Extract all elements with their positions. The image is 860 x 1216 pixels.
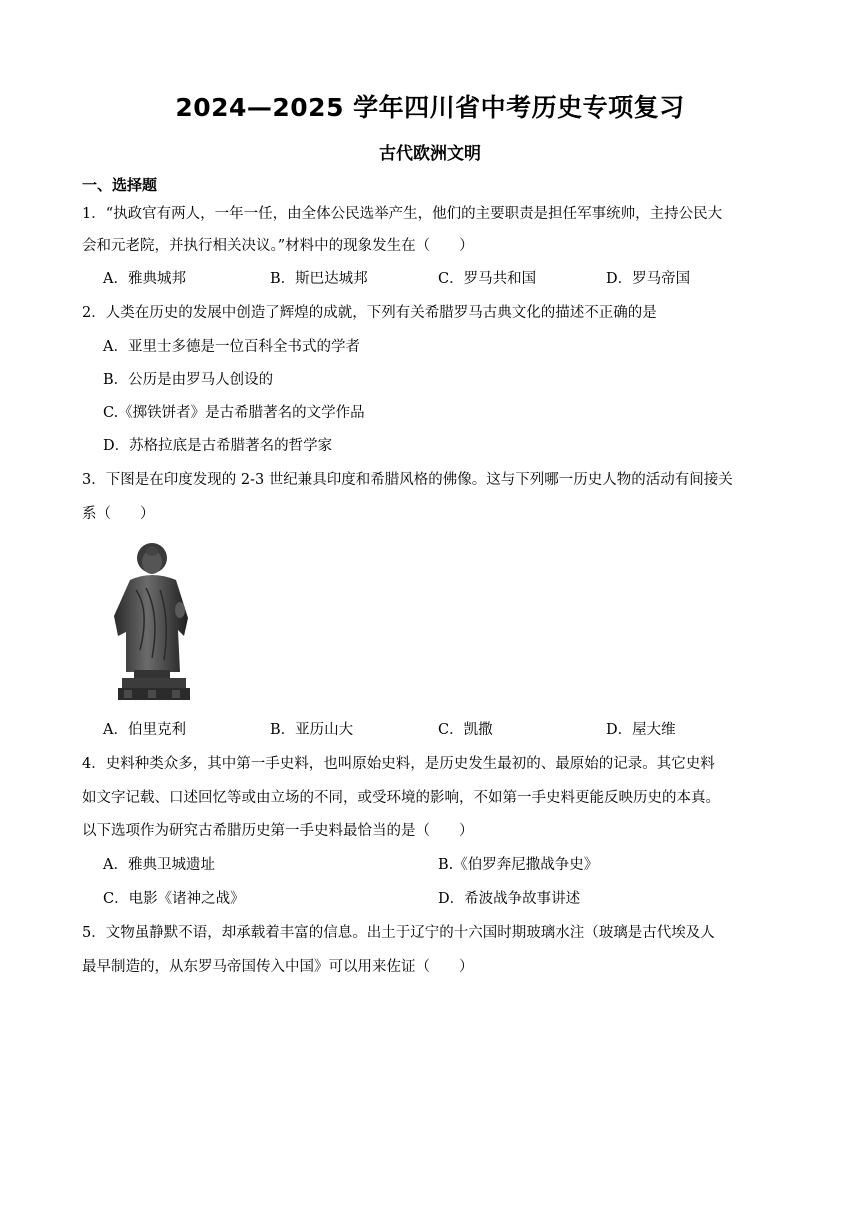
question-2-option-a: A．亚里士多德是一位百科全书式的学者 <box>103 339 360 355</box>
question-1-option-d: D．罗马帝国 <box>606 271 691 287</box>
question-3-option-d: D．屋大维 <box>606 722 676 738</box>
question-2-line-1: 2．人类在历史的发展中创造了辉煌的成就，下列有关希腊罗马古典文化的描述不正确的是 <box>82 305 657 321</box>
page-title: 2024—2025 学年四川省中考历史专项复习 <box>175 93 685 122</box>
question-3-option-a: A．伯里克利 <box>103 722 186 738</box>
question-5-line-1: 5．文物虽静默不语，却承载着丰富的信息。出土于辽宁的十六国时期玻璃水注（玻璃是古代埃及人 <box>82 925 715 941</box>
question-1-option-b: B．斯巴达城邦 <box>270 271 368 287</box>
question-4-line-2: 如文字记载、口述回忆等或由立场的不同，或受环境的影响，不如第一手史料更能反映历史的本真。 <box>82 790 720 806</box>
question-3-line-1: 3．下图是在印度发现的 2-3 世纪兼具印度和希腊风格的佛像。这与下列哪一历史人物的活动有间接关 <box>82 472 733 488</box>
question-3-option-c: C．凯撒 <box>438 722 493 738</box>
question-3-line-2: 系（ ） <box>82 506 155 522</box>
question-2-option-c: C.《掷铁饼者》是古希腊著名的文学作品 <box>103 405 365 421</box>
question-4-line-1: 4．史料种类众多，其中第一手史料，也叫原始史料，是历史发生最初的、最原始的记录。其它史料 <box>82 756 715 772</box>
question-1-option-a: A．雅典城邦 <box>103 271 186 287</box>
question-5-line-2: 最早制造的，从东罗马帝国传入中国》可以用来佐证（ ） <box>82 959 474 975</box>
question-1-line-2: 会和元老院，并执行相关决议。”材料中的现象发生在（ ） <box>82 238 474 254</box>
section-heading: 一、选择题 <box>82 176 158 194</box>
question-4-option-a: A．雅典卫城遗址 <box>103 857 215 873</box>
question-2-option-b: B．公历是由罗马人创设的 <box>103 372 274 388</box>
question-4-line-3: 以下选项作为研究古希腊历史第一手史料最恰当的是（ ） <box>82 823 474 839</box>
question-4-option-d: D．希波战争故事讲述 <box>438 891 581 907</box>
question-1-option-c: C．罗马共和国 <box>438 271 537 287</box>
question-4-option-c: C．电影《诸神之战》 <box>103 891 245 907</box>
question-3-option-b: B．亚历山大 <box>270 722 354 738</box>
question-2-option-d: D．苏格拉底是古希腊著名的哲学家 <box>103 438 333 454</box>
page-subtitle: 古代欧洲文明 <box>379 144 481 164</box>
question-4-option-b: B.《伯罗奔尼撒战争史》 <box>438 857 599 873</box>
question-1-line-1: 1．“执政官有两人，一年一任，由全体公民选举产生，他们的主要职责是担任军事统帅，主持公民大 <box>82 206 723 222</box>
buddha-statue-image <box>100 540 210 708</box>
